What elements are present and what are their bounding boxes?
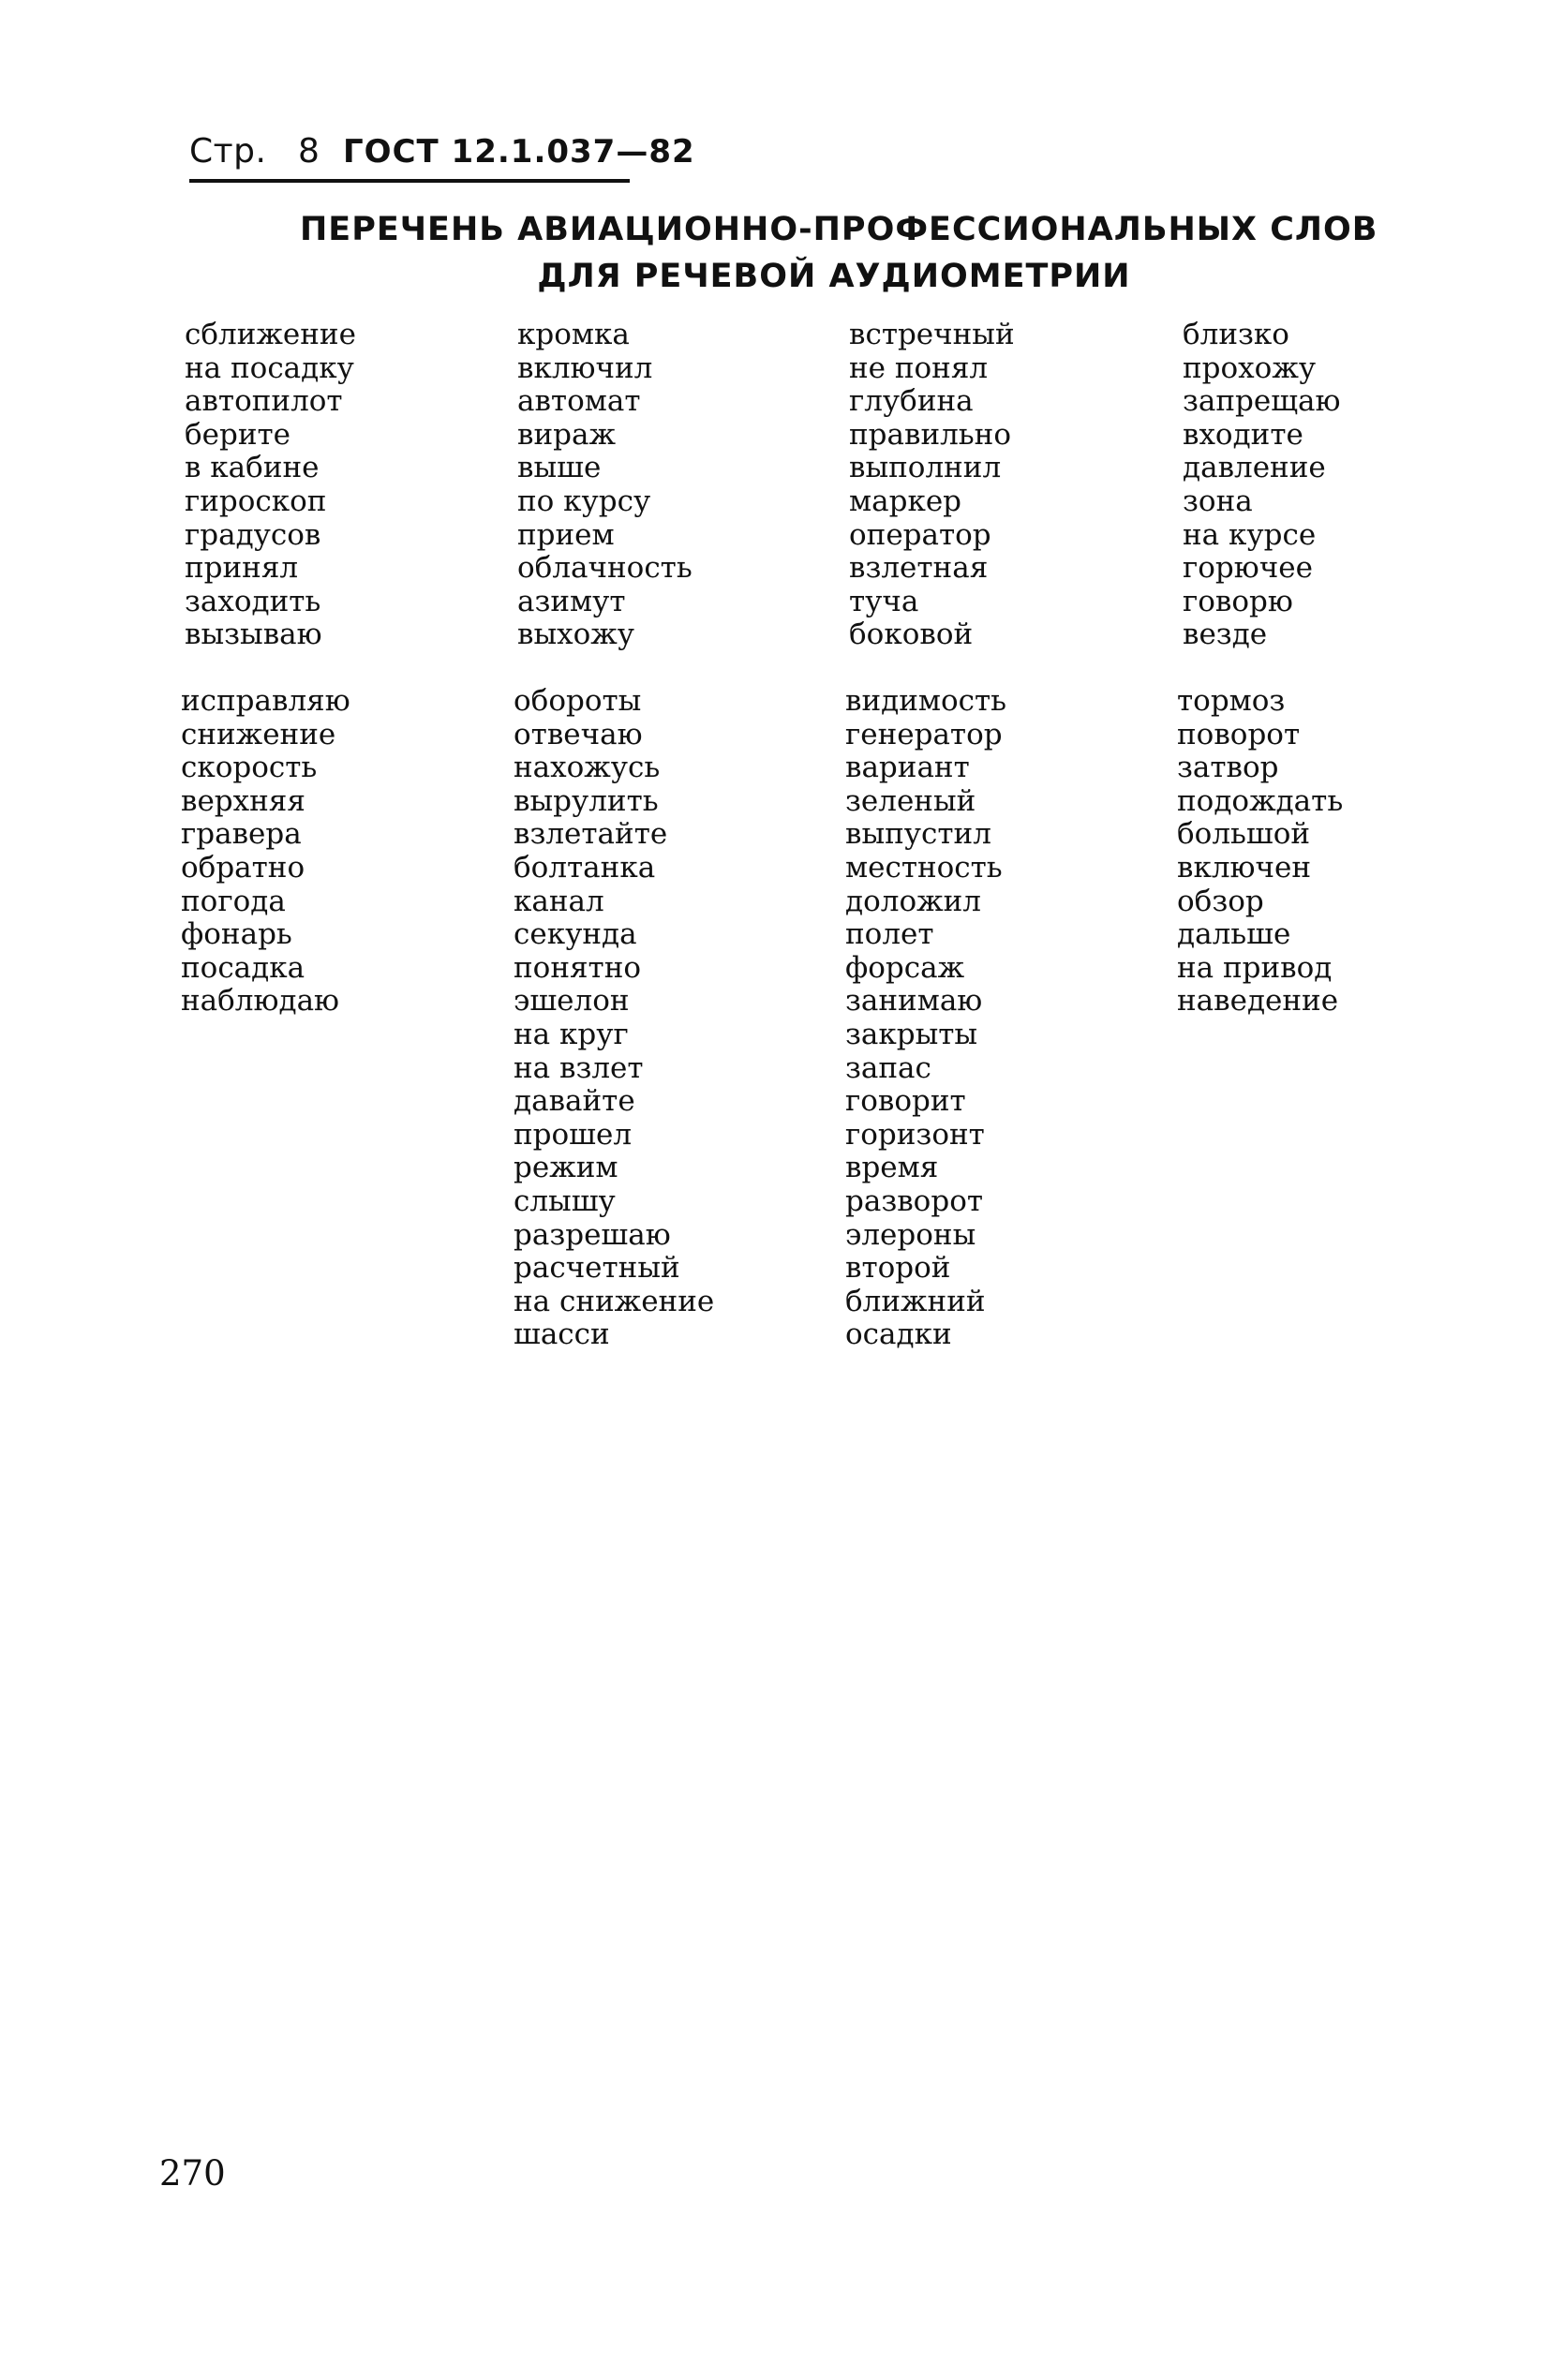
word-item: боковой [849,617,974,652]
word-list [849,319,1015,652]
word-item: горючее [1183,551,1313,586]
word-item: маркер [849,483,962,518]
word-item: болтанка [514,850,656,885]
word-item: закрыты [845,1017,978,1051]
word-item: вызываю [185,617,322,652]
word-item: на посадку [185,350,354,385]
word-item: выполнил [849,451,1002,485]
word-item: градусов [185,517,321,552]
word-item: верхняя [181,783,305,818]
word-item: ближний [845,1284,986,1318]
word-item: слышу [514,1183,616,1218]
word-item: взлетная [849,551,989,586]
word-item: на курсе [1183,517,1317,552]
word-item: тормоз [1177,684,1286,718]
page-label: Стр. [189,132,267,171]
word-item: говорю [1183,584,1293,618]
word-item: отвечаю [514,717,643,751]
word-item: секунда [514,917,637,952]
word-item: скорость [181,751,318,785]
word-item: входите [1183,417,1303,452]
word-item: обратно [181,850,305,885]
word-item: облачность [517,551,693,586]
header-page-number: 8 [298,132,320,171]
word-item: зона [1183,483,1253,518]
word-item: посадка [181,950,305,985]
word-list [185,319,356,652]
word-item: оператор [849,517,991,552]
word-item: прохожу [1183,350,1317,385]
word-item: включен [1177,850,1312,885]
word-list [514,685,714,1352]
word-column-g1-c1 [185,319,356,652]
word-item: эшелон [514,984,630,1019]
word-item: заходить [185,584,321,618]
word-column-g2-c4 [1177,685,1343,1019]
title-line-2: ДЛЯ РЕЧЕВОЙ АУДИОМЕТРИИ [537,258,1131,295]
page-header [189,129,695,176]
word-item: зеленый [845,783,976,818]
word-item: горизонт [845,1117,985,1152]
word-column-g1-c2 [517,319,693,652]
word-list [1183,319,1341,652]
word-item: глубина [849,384,974,419]
word-list [845,685,1006,1352]
word-list [181,685,350,1019]
word-item: включил [517,350,653,385]
word-item: на взлет [514,1050,644,1085]
word-item: обороты [514,684,642,718]
word-item: прием [517,517,615,552]
word-item: полет [845,917,934,952]
word-item: исправляю [181,684,350,718]
word-list [517,319,693,652]
word-item: на круг [514,1017,629,1051]
word-item: азимут [517,584,626,618]
word-item: дальше [1177,917,1291,952]
word-item: наведение [1177,984,1339,1019]
word-item: кромка [517,318,630,351]
word-item: осадки [845,1317,952,1352]
word-item: местность [845,850,1003,885]
word-item: говорит [845,1084,966,1119]
word-item: форсаж [845,950,965,985]
word-item: выхожу [517,617,635,652]
title-line-1: ПЕРЕЧЕНЬ АВИАЦИОННО-ПРОФЕССИОНАЛЬНЫХ СЛОВ [300,211,1378,248]
word-item: большой [1177,817,1311,852]
word-item: время [845,1151,939,1185]
word-column-g1-c4 [1183,319,1341,652]
word-item: в кабине [185,451,320,485]
word-item: видимость [845,684,1007,718]
word-item: наблюдаю [181,984,340,1019]
word-item: затвор [1177,751,1279,785]
word-item: подождать [1177,783,1344,818]
word-item: элероны [845,1217,976,1252]
word-item: расчетный [514,1251,680,1286]
word-item: второй [845,1251,951,1286]
word-item: взлетайте [514,817,668,852]
word-column-g2-c3 [845,685,1006,1352]
word-item: автопилот [185,384,343,419]
word-item: близко [1183,318,1289,351]
word-item: выше [517,451,602,485]
word-item: вырулить [514,783,659,818]
word-item: берите [185,417,291,452]
word-item: режим [514,1151,618,1185]
header-rule [189,179,630,183]
word-item: снижение [181,717,336,751]
word-item: прошел [514,1117,633,1152]
word-item: встречный [849,318,1015,351]
word-item: поворот [1177,717,1301,751]
word-item: выпустил [845,817,991,852]
word-item: на снижение [514,1284,715,1318]
word-item: на привод [1177,950,1333,985]
word-column-g1-c3 [849,319,1015,652]
word-item: гироскоп [185,483,327,518]
word-item: правильно [849,417,1011,452]
word-item: вираж [517,417,616,452]
standard-number: ГОСТ 12.1.037—82 [343,133,695,171]
word-item: запрещаю [1183,384,1341,419]
word-item: давайте [514,1084,635,1119]
word-item: доложил [845,884,981,918]
word-item: гравера [181,817,302,852]
word-item: туча [849,584,919,618]
word-item: обзор [1177,884,1264,918]
document-title [300,206,1378,300]
word-column-g2-c1 [181,685,350,1019]
page-number: 270 [159,2153,226,2194]
word-item: разворот [845,1183,984,1218]
word-item: принял [185,551,299,586]
word-item: давление [1183,451,1326,485]
word-item: запас [845,1050,931,1085]
word-column-g2-c2 [514,685,714,1352]
word-item: понятно [514,950,642,985]
word-item: вариант [845,751,970,785]
word-item: нахожусь [514,751,661,785]
word-item: автомат [517,384,641,419]
word-item: занимаю [845,984,983,1019]
word-item: погода [181,884,286,918]
word-item: фонарь [181,917,292,952]
word-item: разрешаю [514,1217,671,1252]
word-item: везде [1183,617,1268,652]
word-item: не понял [849,350,989,385]
word-item: сближение [185,318,356,351]
word-item: шасси [514,1317,610,1352]
word-item: генератор [845,717,1003,751]
word-item: канал [514,884,604,918]
word-list [1177,685,1343,1019]
word-item: по курсу [517,483,651,518]
